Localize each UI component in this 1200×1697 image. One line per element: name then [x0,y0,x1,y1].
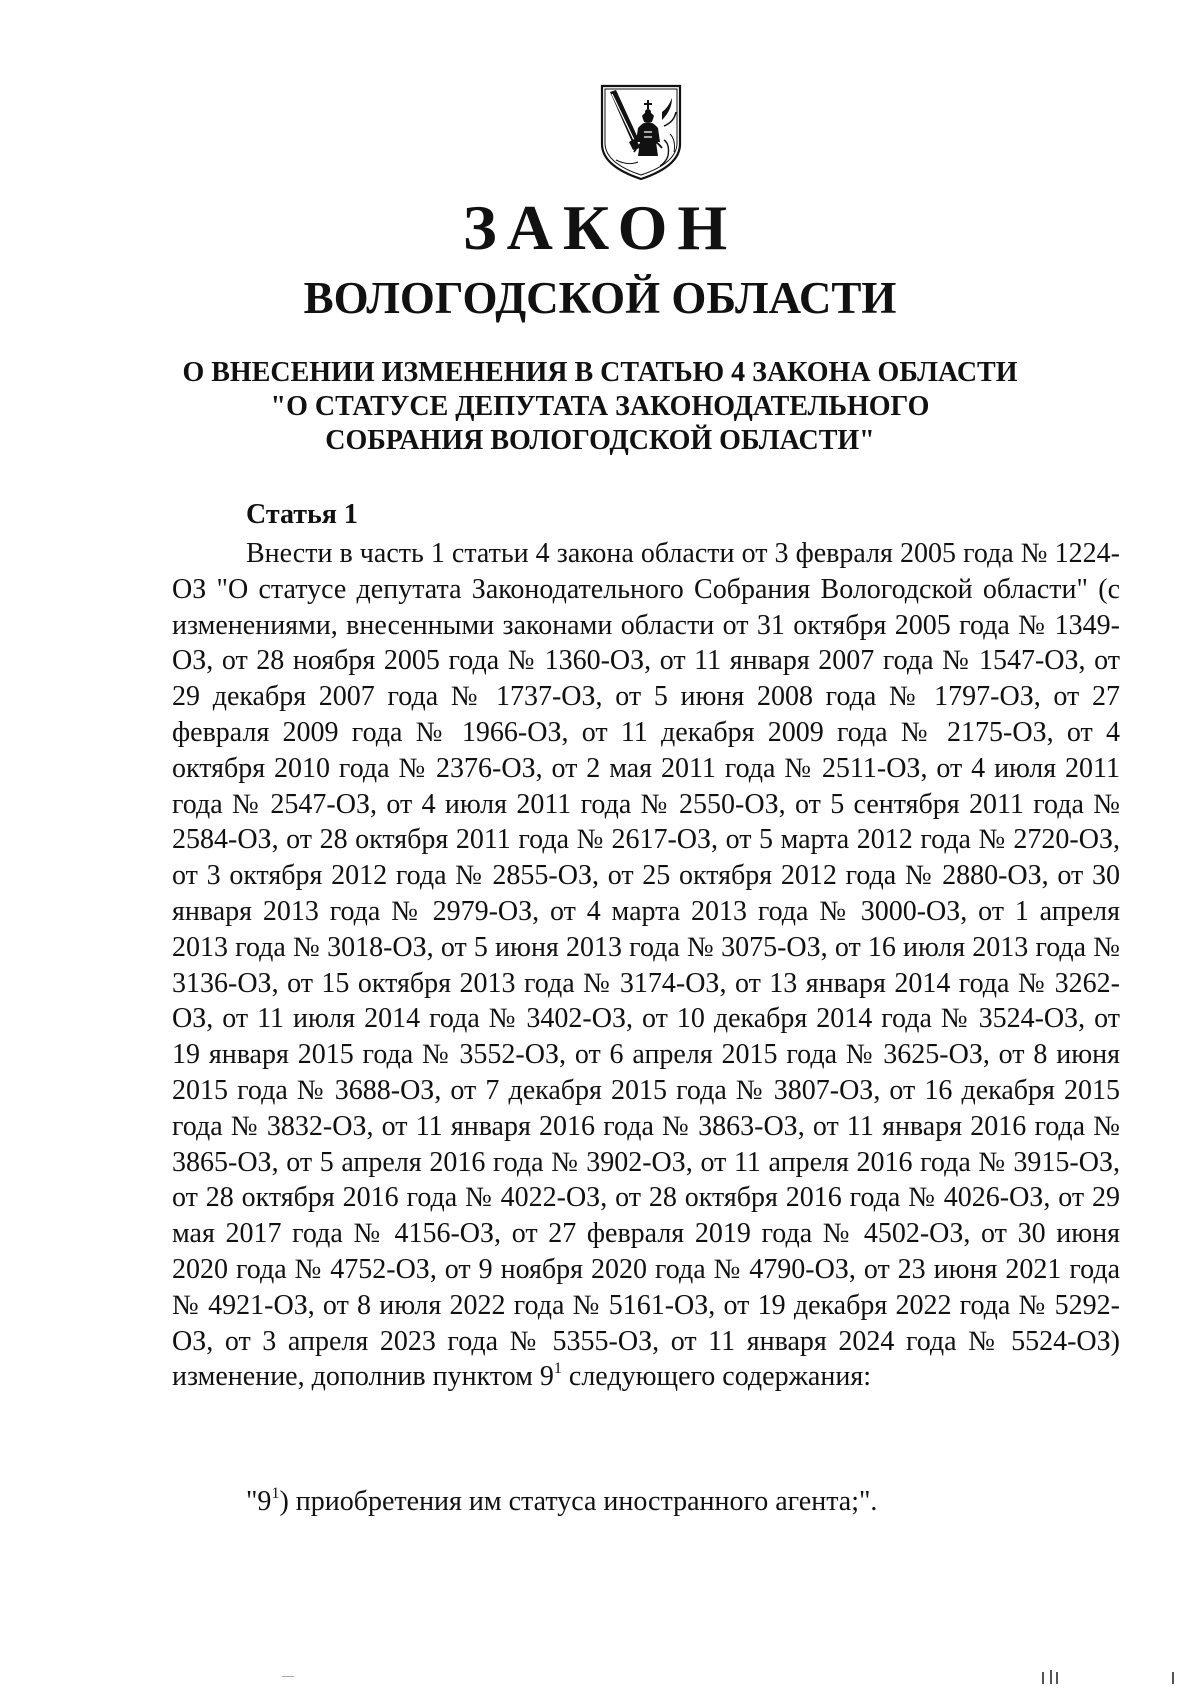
article-paragraph-end: следующего содержания: [561,1361,871,1393]
scan-artifact [1172,1672,1174,1684]
scan-artifact [282,1676,294,1677]
document-title [120,356,1080,458]
quote-superscript: 1 [271,1485,280,1502]
scan-artifact [1050,1670,1052,1684]
scan-artifact [1042,1672,1044,1684]
article-paragraph-text: Внести в часть 1 статьи 4 закона области от 3 февраля 2005 года № 1224-ОЗ "О статусе депутата Законодательного Собрания Вологодской области" (с изменениями, внесенными законами области от 31 октября 2005 года № 1349-ОЗ, от 28 ноября 2005 года № 1360-ОЗ, от 11 января 2007 года № 1547-ОЗ, от 29 декабря 2007 года № 1737-ОЗ, от 5 июня 2008 года № 1797-ОЗ, от 27 февраля 2009 года № 1966-ОЗ, от 11 декабря 2009 года № 2175-ОЗ, от 4 октября 2010 года № 2376-ОЗ, от 2 мая 2011 года № 2511-ОЗ, от 4 июля 2011 года № 2547-ОЗ, от 4 июля 2011 года № 2550-ОЗ, от 5 сентября 2011 года № 2584-ОЗ, от 28 октября 2011 года № 2617-ОЗ, от 5 марта 2012 года № 2720-ОЗ, от 3 октября 2012 года № 2855-ОЗ, от 25 октября 2012 года № 2880-ОЗ, от 30 января 2013 года № 2979-ОЗ, от 4 марта 2013 года № 3000-ОЗ, от 1 апреля 2013 года № 3018-ОЗ, от 5 июня 2013 года № 3075-ОЗ, от 16 июля 2013 года № 3136-ОЗ, от 15 октября 2013 года № 3174-ОЗ, от 13 января 2014 года № 3262-ОЗ, от 11 июля 2014 года № 3402-ОЗ, от 10 декабря 2014 года № 3524-ОЗ, от 19 января 2015 года № 3552-ОЗ, от 6 апреля 2015 года № 3625-ОЗ, от 8 июня 2015 года № 3688-ОЗ, от 7 декабря 2015 года № 3807-ОЗ, от 16 декабря 2015 года № 3832-ОЗ, от 11 января 2016 года № 3863-ОЗ, от 11 января 2016 года № 3865-ОЗ, от 5 апреля 2016 года № 3902-ОЗ, от 11 апреля 2016 года № 3915-ОЗ, от 28 октября 2016 года № 4022-ОЗ, от 28 октября 2016 года № 4026-ОЗ, от 29 мая 2017 года № 4156-ОЗ, от 27 февраля 2019 года № 4502-ОЗ, от 30 июня 2020 года № 4752-ОЗ, от 9 ноября 2020 года № 4790-ОЗ, от 23 июня 2021 года № 4921-ОЗ, от 8 июля 2022 года № 5161-ОЗ, от 19 декабря 2022 года № 5292-ОЗ, от 3 апреля 2023 года № 5355-ОЗ, от 11 января 2024 года № 5524-ОЗ) изменение, дополнив пунктом 9 [172,538,1120,1393]
article-title: Статья 1 [246,499,358,530]
law-title: ЗАКОН [462,192,738,263]
new-point-text [246,1484,877,1520]
quote-rest: ) приобретения им статуса иностранного агента;". [279,1486,878,1517]
scan-artifact [1056,1672,1058,1684]
document-title-line-2: "О СТАТУСЕ ДЕПУТАТА ЗАКОНОДАТЕЛЬНОГО [270,391,930,422]
coat-of-arms-icon [598,82,684,182]
document-title-line-1: О ВНЕСЕНИИ ИЗМЕНЕНИЯ В СТАТЬЮ 4 ЗАКОНА ОБЛАСТИ [182,357,1018,388]
region-title: ВОЛОГОДСКОЙ ОБЛАСТИ [303,273,897,323]
quote-open: "9 [246,1486,272,1517]
document-title-line-3: СОБРАНИЯ ВОЛОГОДСКОЙ ОБЛАСТИ" [325,425,875,456]
paragraph-superscript: 1 [553,1360,562,1378]
article-paragraph [172,536,1120,1395]
